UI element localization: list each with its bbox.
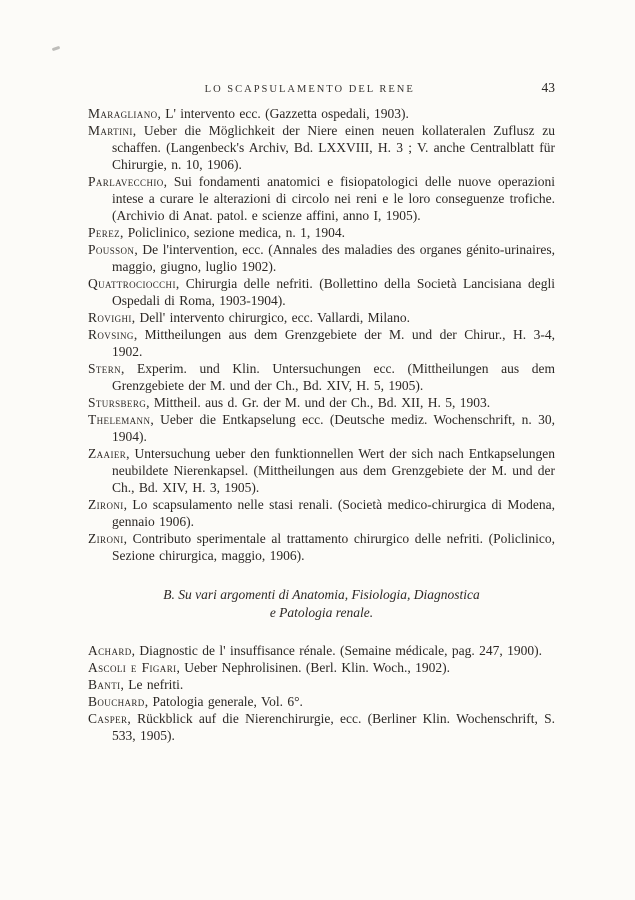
bibliography-entry: [88, 642, 555, 659]
entry-text: , Experim. und Klin. Untersuchungen ecc. (Mittheilungen aus dem Grenzgebiete der M. und der Ch., Bd. XIV, H. 5, 1905).: [112, 361, 555, 393]
bibliography-entry: [88, 241, 555, 275]
bibliography-entry: [88, 710, 555, 744]
bibliography-entry: [88, 676, 555, 693]
entry-author: Perez: [88, 225, 121, 240]
entry-text: , Rückblick auf die Nierenchirurgie, ecc. (Berliner Klin. Wochenschrift, S. 533, 1905).: [112, 711, 555, 743]
bibliography-entry: [88, 122, 555, 173]
bibliography-entry: [88, 309, 555, 326]
entry-text: , Untersuchung ueber den funktionnellen Wert der sich nach Entkapselungen neubildete Nierenkapsel. (Mittheilungen aus dem Grenzgebiete der M. und der Ch., Bd. XIV, H. 3, 1905).: [112, 446, 555, 495]
bibliography-entry: [88, 105, 555, 122]
entry-author: Parlavecchio: [88, 174, 164, 189]
entry-author: Achard: [88, 643, 132, 658]
entry-text: , Le nefriti.: [120, 677, 184, 692]
bibliography-entry: [88, 693, 555, 710]
entry-author: Martini: [88, 123, 133, 138]
bibliography-entry: [88, 496, 555, 530]
entry-author: Bouchard: [88, 694, 145, 709]
bibliography-entry: [88, 445, 555, 496]
entry-text: , Mittheil. aus d. Gr. der M. und der Ch., Bd. XII, H. 5, 1903.: [146, 395, 491, 410]
bibliography-entry: [88, 411, 555, 445]
section-b-heading: [88, 586, 555, 622]
entry-text: , De l'intervention, ecc. (Annales des maladies des organes génito-urinaires, maggio, giugno, luglio 1902).: [112, 242, 555, 274]
section-b-heading-line1: B. Su vari argomenti di Anatomia, Fisiologia, Diagnostica: [163, 587, 480, 602]
entry-text: , L' intervento ecc. (Gazzetta ospedali, 1903).: [157, 106, 409, 121]
entry-text: , Lo scapsulamento nelle stasi renali. (Società medico-chirurgica di Modena, gennaio 1906).: [112, 497, 555, 529]
entry-text: , Chirurgia delle nefriti. (Bollettino della Società Lancisiana degli Ospedali di Roma, 1903-1904).: [112, 276, 555, 308]
entry-author: Zaaier: [88, 446, 127, 461]
entry-author: Zironi: [88, 531, 124, 546]
entry-author: Maragliano: [88, 106, 158, 121]
entry-author: Stursberg: [88, 395, 147, 410]
entry-author: Quattrociocchi: [88, 276, 176, 291]
section-b-entries: [88, 642, 555, 744]
entry-author: Stern: [88, 361, 122, 376]
bibliography-entry: [88, 360, 555, 394]
entry-text: , Mittheilungen aus dem Grenzgebiete der M. und der Chirur., H. 3-4, 1902.: [112, 327, 555, 359]
section-b-heading-line2: e Patologia renale.: [269, 605, 374, 620]
bibliography-entry: [88, 275, 555, 309]
bibliography-entry: [88, 173, 555, 224]
bibliography: [88, 105, 555, 744]
page-header: [88, 80, 555, 96]
entry-author: Banti: [88, 677, 121, 692]
entry-text: , Ueber die Entkapselung ecc. (Deutsche mediz. Wochenschrift, n. 30, 1904).: [112, 412, 555, 444]
entry-text: , Policlinico, sezione medica, n. 1, 1904.: [120, 225, 345, 240]
bibliography-entry: [88, 659, 555, 676]
running-title: LO SCAPSULAMENTO DEL RENE: [204, 84, 415, 95]
bibliography-entry: [88, 326, 555, 360]
entry-text: , Patologia generale, Vol. 6°.: [144, 694, 303, 709]
entry-text: , Sui fondamenti anatomici e fisiopatologici delle nuove operazioni intese a curare le alterazioni di circolo nei reni e le loro conseguenze trofiche. (Archivio di Anat. patol. e scienze affini, anno I, 1905).: [112, 174, 555, 223]
entry-text: , Ueber Nephrolisinen. (Berl. Klin. Woch., 1902).: [176, 660, 450, 675]
entry-text: , Contributo sperimentale al trattamento chirurgico delle nefriti. (Policlinico, Sezione chirurgica, maggio, 1906).: [112, 531, 555, 563]
entry-author: Zironi: [88, 497, 124, 512]
entry-text: , Dell' intervento chirurgico, ecc. Vallardi, Milano.: [131, 310, 411, 325]
entry-text: , Diagnostic de l' insuffisance rénale. (Semaine médicale, pag. 247, 1900).: [131, 643, 542, 658]
entry-text: , Ueber die Möglichkeit der Niere einen neuen kollateralen Zuflusz zu schaffen. (Langenbeck's Archiv, Bd. LXXVIII, H. 3 ; V. anche Centralblatt für Chirurgie, n. 10, 1906).: [112, 123, 555, 172]
section-a-entries: [88, 105, 555, 564]
scan-artifact: [52, 46, 61, 51]
entry-author: Pousson: [88, 242, 135, 257]
entry-author: Rovsing: [88, 327, 134, 342]
entry-author: Rovighi: [88, 310, 132, 325]
bibliography-entry: [88, 530, 555, 564]
entry-author: Thelemann: [88, 412, 151, 427]
page-number: 43: [541, 80, 555, 95]
entry-author: Casper: [88, 711, 128, 726]
bibliography-entry: [88, 394, 555, 411]
bibliography-entry: [88, 224, 555, 241]
entry-author: Ascoli e Figari: [88, 660, 177, 675]
